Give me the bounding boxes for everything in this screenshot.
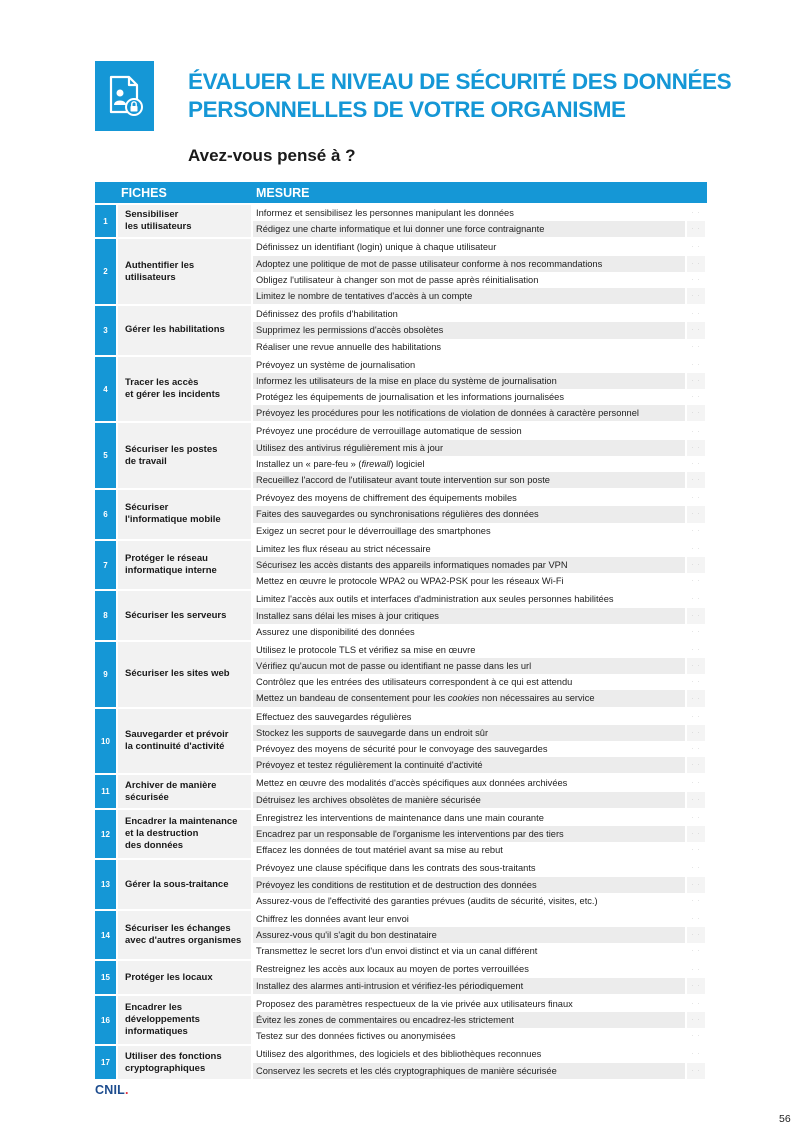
column-header-fiches: FICHES [121,185,167,200]
mesure-text: Sécurisez les accès distants des appareils informatiques nomades par VPN [253,557,685,573]
checkbox-dots-icon: · · [691,460,701,467]
checkbox-dots-icon: · · [687,792,705,808]
checkbox-dots-icon: · · [687,826,705,842]
checkbox-dots-icon: · · [687,440,705,456]
fiche-number: 16 [95,996,116,1045]
checkbox-dots-icon: · · [691,746,701,753]
page-number: 56 [779,1113,791,1125]
fiche-label: Encadrer la maintenance et la destruction des données [118,810,251,859]
mesure-list [253,591,707,640]
mesure-text: Transmettez le secret lors d'un envoi distinct et via un canal différent [253,943,685,959]
table-group [95,205,707,237]
fiche-number: 6 [95,490,116,539]
mesure-text: Définissez un identifiant (login) unique à chaque utilisateur [253,239,685,255]
mesure-text: Chiffrez les données avant leur envoi [253,911,685,927]
mesure-row [253,306,707,322]
mesure-text: Réaliser une revue annuelle des habilitations [253,339,685,355]
fiche-label: Tracer les accès et gérer les incidents [118,357,251,422]
mesure-row [253,557,707,573]
checkbox-dots-icon: · · [687,877,705,893]
mesure-row [253,288,707,304]
fiche-number: 14 [95,911,116,960]
table-group [95,911,707,960]
mesure-list [253,357,707,422]
checkbox-dots-icon: · · [687,690,705,706]
fiche-number: 12 [95,810,116,859]
mesure-list [253,775,707,807]
checkbox-dots-icon: · · [687,658,705,674]
mesure-row [253,927,707,943]
checkbox-dots-icon: · · [687,927,705,943]
mesure-text: Utilisez des antivirus régulièrement mis à jour [253,440,685,456]
mesure-text: Prévoyez une procédure de verrouillage automatique de session [253,423,685,439]
mesure-list [253,860,707,909]
table-group [95,423,707,488]
mesure-row [253,978,707,994]
mesure-text: Prévoyez un système de journalisation [253,357,685,373]
fiche-number: 17 [95,1046,116,1078]
fiche-number: 13 [95,860,116,909]
checkbox-dots-icon: · · [691,244,701,251]
mesure-text: Assurez une disponibilité des données [253,624,685,640]
checkbox-dots-icon: · · [691,814,701,821]
fiche-label: Gérer la sous-traitance [118,860,251,909]
checkbox-dots-icon: · · [691,865,701,872]
mesure-row [253,357,707,373]
fiche-number: 11 [95,775,116,807]
checkbox-dots-icon: · · [691,847,701,854]
fiche-number: 3 [95,306,116,355]
mesure-text: Limitez l'accès aux outils et interfaces d'administration aux seules personnes habilitées [253,591,685,607]
checkbox-dots-icon: · · [691,495,701,502]
fiche-number: 7 [95,541,116,590]
checkbox-dots-icon: · · [691,276,701,283]
mesure-row [253,826,707,842]
mesure-text: Faites des sauvegardes ou synchronisations régulières des données [253,506,685,522]
mesure-row [253,943,707,959]
checkbox-dots-icon: · · [691,713,701,720]
mesure-text: Évitez les zones de commentaires ou encadrez-les strictement [253,1012,685,1028]
checkbox-dots-icon: · · [691,897,701,904]
mesure-text: Informez les utilisateurs de la mise en place du système de journalisation [253,373,685,389]
mesure-row [253,1028,707,1044]
mesure-row [253,608,707,624]
mesure-text: Prévoyez une clause spécifique dans les contrats des sous-traitants [253,860,685,876]
mesure-text: Assurez-vous qu'il s'agit du bon destinataire [253,927,685,943]
table-group [95,810,707,859]
fiche-number: 8 [95,591,116,640]
table-header [95,182,707,203]
mesure-row [253,996,707,1012]
checkbox-dots-icon: · · [691,545,701,552]
mesure-row [253,642,707,658]
checkbox-dots-icon: · · [691,948,701,955]
mesure-list [253,961,707,993]
mesure-row [253,239,707,255]
table-group [95,642,707,707]
mesure-text: Prévoyez les conditions de restitution et de destruction des données [253,877,685,893]
mesure-row [253,792,707,808]
mesure-text: Mettez en œuvre des modalités d'accès spécifiques aux données archivées [253,775,685,791]
cnil-logo-text: CNIL [95,1083,125,1097]
table-group [95,961,707,993]
mesure-text: Testez sur des données fictives ou anonymisées [253,1028,685,1044]
mesure-row [253,860,707,876]
fiche-number: 2 [95,239,116,304]
mesure-row [253,690,707,706]
mesure-text: Prévoyez les procédures pour les notifications de violation de données à caractère personnel [253,405,685,421]
checkbox-dots-icon: · · [691,428,701,435]
mesure-text: Utilisez des algorithmes, des logiciels et des bibliothèques reconnues [253,1046,685,1062]
mesure-row [253,506,707,522]
mesure-row [253,911,707,927]
fiche-label: Authentifier les utilisateurs [118,239,251,304]
fiche-label: Sécuriser les serveurs [118,591,251,640]
checkbox-dots-icon: · · [687,405,705,421]
fiche-label: Utiliser des fonctions cryptographiques [118,1046,251,1078]
mesure-text: Stockez les supports de sauvegarde dans un endroit sûr [253,725,685,741]
checkbox-dots-icon: · · [687,373,705,389]
header-icon-box [95,61,154,131]
table-group [95,306,707,355]
mesure-text: Protégez les équipements de journalisation et les informations journalisées [253,389,685,405]
mesure-row [253,322,707,338]
page-title-line1: ÉVALUER LE NIVEAU DE SÉCURITÉ DES DONNÉES [188,69,732,94]
mesure-row [253,573,707,589]
checkbox-dots-icon: · · [687,256,705,272]
table-group [95,541,707,590]
checkbox-dots-icon: · · [691,361,701,368]
mesure-row [253,775,707,791]
fiche-number: 15 [95,961,116,993]
mesure-text: Limitez le nombre de tentatives d'accès à un compte [253,288,685,304]
mesure-row [253,541,707,557]
fiche-number: 10 [95,709,116,774]
mesure-row [253,456,707,472]
mesure-text: Installez des alarmes anti-intrusion et vérifiez-les périodiquement [253,978,685,994]
checkbox-dots-icon: · · [691,915,701,922]
checkbox-dots-icon: · · [691,311,701,318]
table-group [95,996,707,1045]
mesure-text: Prévoyez des moyens de sécurité pour le convoyage des sauvegardes [253,741,685,757]
checkbox-dots-icon: · · [687,472,705,488]
mesure-row [253,842,707,858]
mesure-list [253,911,707,960]
table-group [95,357,707,422]
mesure-list [253,810,707,859]
fiche-number: 5 [95,423,116,488]
table-group [95,591,707,640]
mesure-text: Utilisez le protocole TLS et vérifiez sa mise en œuvre [253,642,685,658]
mesure-text: Détruisez les archives obsolètes de manière sécurisée [253,792,685,808]
mesure-row [253,741,707,757]
table-body [95,205,707,1079]
mesure-row [253,810,707,826]
checkbox-dots-icon: · · [687,978,705,994]
mesure-text: Limitez les flux réseau au strict nécessaire [253,541,685,557]
checkbox-dots-icon: · · [691,780,701,787]
mesure-list [253,306,707,355]
cnil-logo [95,1083,129,1097]
mesure-row [253,256,707,272]
checkbox-dots-icon: · · [687,322,705,338]
mesure-text: Informez et sensibilisez les personnes manipulant les données [253,205,685,221]
column-header-mesure: MESURE [256,185,310,200]
mesure-row [253,373,707,389]
checkbox-dots-icon: · · [687,608,705,624]
checkbox-dots-icon: · · [691,343,701,350]
mesure-text: Effacez les données de tout matériel avant sa mise au rebut [253,842,685,858]
checkbox-dots-icon: · · [691,679,701,686]
mesure-row [253,961,707,977]
page-title [188,68,748,124]
mesure-text: Contrôlez que les entrées des utilisateurs correspondent à ce qui est attendu [253,674,685,690]
checkbox-dots-icon: · · [691,1033,701,1040]
mesure-row [253,624,707,640]
mesure-list [253,1046,707,1078]
mesure-text: Prévoyez et testez régulièrement la continuité d'activité [253,757,685,773]
checkbox-dots-icon: · · [687,725,705,741]
checkbox-dots-icon: · · [687,557,705,573]
fiche-label: Protéger les locaux [118,961,251,993]
mesure-row [253,490,707,506]
checkbox-dots-icon: · · [687,221,705,237]
mesure-row [253,339,707,355]
page-subtitle: Avez-vous pensé à ? [188,146,356,165]
checkbox-dots-icon: · · [691,646,701,653]
fiche-label: Sécuriser les postes de travail [118,423,251,488]
mesure-text: Recueillez l'accord de l'utilisateur avant toute intervention sur son poste [253,472,685,488]
mesure-list [253,709,707,774]
checkbox-dots-icon: · · [687,288,705,304]
fiche-label: Gérer les habilitations [118,306,251,355]
table-group [95,1046,707,1078]
checkbox-dots-icon: · · [691,628,701,635]
mesure-row [253,272,707,288]
mesure-row [253,1012,707,1028]
mesure-text: Obligez l'utilisateur à changer son mot de passe après réinitialisation [253,272,685,288]
table-group [95,709,707,774]
fiche-label: Sauvegarder et prévoir la continuité d'activité [118,709,251,774]
mesure-list [253,541,707,590]
mesure-row [253,709,707,725]
mesure-text: Mettez en œuvre le protocole WPA2 ou WPA2-PSK pour les réseaux Wi-Fi [253,573,685,589]
page-title-line2: PERSONNELLES DE VOTRE ORGANISME [188,97,626,122]
fiche-number: 9 [95,642,116,707]
mesure-text: Restreignez les accès aux locaux au moyen de portes verrouillées [253,961,685,977]
fiche-label: Sensibiliser les utilisateurs [118,205,251,237]
mesure-list [253,205,707,237]
checkbox-dots-icon: · · [687,1012,705,1028]
fiche-label: Sécuriser les sites web [118,642,251,707]
mesure-row [253,725,707,741]
mesure-row [253,405,707,421]
mesure-row [253,1063,707,1079]
mesure-row [253,1046,707,1062]
mesure-text: Enregistrez les interventions de maintenance dans une main courante [253,810,685,826]
mesure-row [253,757,707,773]
document-lock-icon [105,74,145,118]
mesure-row [253,221,707,237]
mesure-row [253,205,707,221]
mesure-row [253,472,707,488]
mesure-list [253,239,707,304]
table-group [95,860,707,909]
cnil-logo-dot: . [124,1083,129,1097]
fiche-label: Sécuriser l'informatique mobile [118,490,251,539]
mesure-text: Proposez des paramètres respectueux de la vie privée aux utilisateurs finaux [253,996,685,1012]
table-group [95,490,707,539]
fiche-label: Encadrer les développements informatiques [118,996,251,1045]
checkbox-dots-icon: · · [691,966,701,973]
checkbox-dots-icon: · · [687,506,705,522]
mesure-list [253,490,707,539]
fiche-label: Protéger le réseau informatique interne [118,541,251,590]
mesure-row [253,591,707,607]
mesure-row [253,893,707,909]
mesure-text: Rédigez une charte informatique et lui donner une force contraignante [253,221,685,237]
mesure-text: Adoptez une politique de mot de passe utilisateur conforme à nos recommandations [253,256,685,272]
mesure-text: Exigez un secret pour le déverrouillage des smartphones [253,523,685,539]
checkbox-dots-icon: · · [691,527,701,534]
mesure-text: Effectuez des sauvegardes régulières [253,709,685,725]
mesure-row [253,523,707,539]
checkbox-dots-icon: · · [691,578,701,585]
fiche-number: 1 [95,205,116,237]
mesure-text: Définissez des profils d'habilitation [253,306,685,322]
mesure-text: Installez un « pare-feu » (firewall) logiciel [253,456,685,472]
mesure-text: Mettez un bandeau de consentement pour les cookies non nécessaires au service [253,690,685,706]
checkbox-dots-icon: · · [691,394,701,401]
mesure-row [253,389,707,405]
checkbox-dots-icon: · · [691,1000,701,1007]
mesure-text: Encadrez par un responsable de l'organisme les interventions par des tiers [253,826,685,842]
mesure-list [253,642,707,707]
fiche-number: 4 [95,357,116,422]
mesure-row [253,440,707,456]
checkbox-dots-icon: · · [687,757,705,773]
mesure-row [253,877,707,893]
mesure-row [253,674,707,690]
fiche-label: Sécuriser les échanges avec d'autres organismes [118,911,251,960]
checkbox-dots-icon: · · [691,210,701,217]
mesure-text: Vérifiez qu'aucun mot de passe ou identifiant ne passe dans les url [253,658,685,674]
mesure-row [253,423,707,439]
mesure-text: Installez sans délai les mises à jour critiques [253,608,685,624]
security-checklist-table [95,182,707,1079]
mesure-row [253,658,707,674]
fiche-label: Archiver de manière sécurisée [118,775,251,807]
mesure-text: Conservez les secrets et les clés cryptographiques de manière sécurisée [253,1063,685,1079]
table-group [95,239,707,304]
mesure-list [253,996,707,1045]
mesure-text: Assurez-vous de l'effectivité des garanties prévues (audits de sécurité, visites, etc.) [253,893,685,909]
mesure-list [253,423,707,488]
checkbox-dots-icon: · · [687,1063,705,1079]
mesure-text: Prévoyez des moyens de chiffrement des équipements mobiles [253,490,685,506]
table-group [95,775,707,807]
mesure-text: Supprimez les permissions d'accès obsolètes [253,322,685,338]
checkbox-dots-icon: · · [691,1051,701,1058]
checkbox-dots-icon: · · [691,596,701,603]
